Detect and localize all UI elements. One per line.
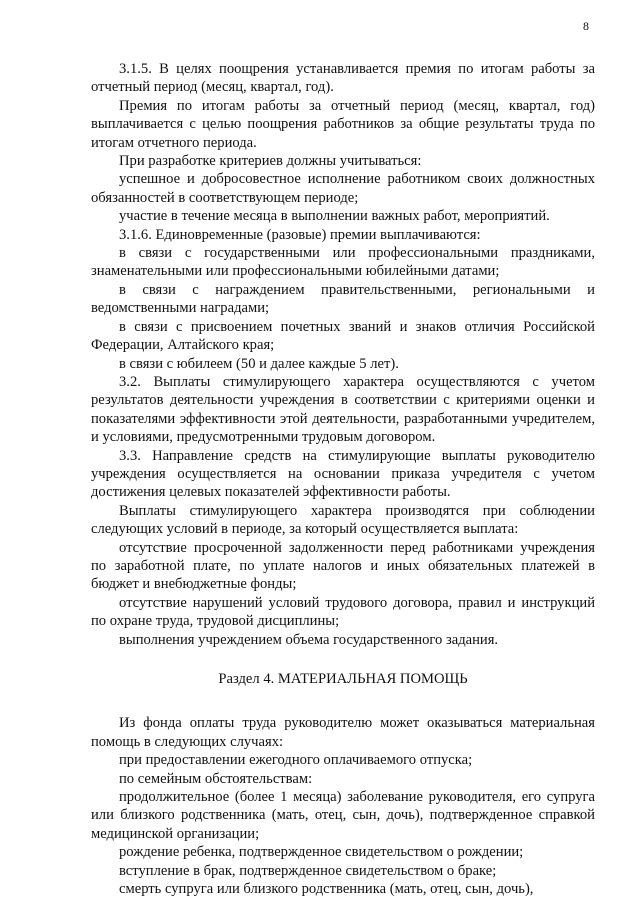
paragraph-3-1-6: 3.1.6. Единовременные (разовые) премии выплачиваются: bbox=[119, 226, 481, 243]
paragraph-3-2: 3.2. Выплаты стимулирующего характера осуществляются с учетом результатов деятельности учреждения в соответствии с критериями оценки и показателями эффективности этой деятельности, разработанными учредителем, и условиями, предусмотренными трудовым договором. bbox=[91, 373, 595, 446]
paragraph-bonus-purpose: Премия по итогам работы за отчетный период (месяц, квартал, год) выплачивается с целью поощрения работников за общие результаты труда по итогам отчетного периода. bbox=[91, 97, 595, 151]
paragraph-aid-illness: продолжительное (более 1 месяца) заболевание руководителя, его супруга или близкого родственника (мать, отец, сын, дочь), подтвержденное справкой медицинской организации; bbox=[91, 789, 595, 842]
page-number: 8 bbox=[583, 19, 589, 33]
paragraph-aid-marriage: вступление в брак, подтвержденное свидетельством о браке; bbox=[119, 862, 497, 879]
paragraph-jubilee: в связи с юбилеем (50 и далее каждые 5 лет). bbox=[119, 355, 399, 372]
document-body bbox=[91, 60, 595, 898]
paragraph-aid-vacation: при предоставлении ежегодного оплачиваемого отпуска; bbox=[119, 752, 473, 769]
paragraph-aid-birth: рождение ребенка, подтвержденное свидетельством о рождении; bbox=[119, 844, 524, 861]
paragraph-honorary-titles: в связи с присвоением почетных званий и знаков отличия Российской Федерации, Алтайского края; bbox=[91, 318, 595, 354]
paragraph-3-1-5: 3.1.5. В целях поощрения устанавливается премия по итогам работы за отчетный период (месяц, квартал, год). bbox=[91, 61, 595, 96]
paragraph-aid-intro: Из фонда оплаты труда руководителю может оказываться материальная помощь в следующих случаях: bbox=[91, 715, 595, 750]
paragraph-no-violations: отсутствие нарушений условий трудового договора, правил и инструкций по охране труда, трудовой дисциплины; bbox=[91, 594, 595, 630]
section-4-content bbox=[91, 714, 595, 898]
paragraph-criteria-intro: При разработке критериев должны учитываться: bbox=[119, 153, 422, 170]
paragraph-awards: в связи с награждением правительственными, региональными и ведомственными наградами; bbox=[91, 281, 595, 317]
paragraph-aid-family: по семейным обстоятельствам: bbox=[119, 770, 313, 787]
paragraph-conditions-intro: Выплаты стимулирующего характера производятся при соблюдении следующих условий в периоде, за который осуществляется выплата: bbox=[91, 502, 595, 538]
paragraph-aid-death: смерть супруга или близкого родственника (мать, отец, сын, дочь), bbox=[119, 881, 534, 898]
paragraph-no-arrears: отсутствие просроченной задолженности перед работниками учреждения по заработной плате, по уплате налогов и иных обязательных платежей в бюджет и внебюджетные фонды; bbox=[91, 539, 595, 593]
paragraph-criteria-duties: успешное и добросовестное исполнение работником своих должностных обязанностей в соответствующем периоде; bbox=[91, 171, 595, 206]
paragraph-holidays: в связи с государственными или профессиональными праздниками, знаменательными или профессиональными юбилейными датами; bbox=[91, 245, 595, 280]
section-3-content bbox=[91, 60, 595, 649]
section-4-heading: Раздел 4. МАТЕРИАЛЬНАЯ ПОМОЩЬ bbox=[218, 671, 468, 687]
paragraph-state-task: выполнения учреждением объема государственного задания. bbox=[119, 631, 499, 648]
paragraph-3-3: 3.3. Направление средств на стимулирующие выплаты руководителю учреждения осуществляется на основании приказа учредителя с учетом достижения целевых показателей эффективности работы. bbox=[91, 447, 595, 501]
paragraph-criteria-participation: участие в течение месяца в выполнении важных работ, мероприятий. bbox=[119, 208, 550, 225]
